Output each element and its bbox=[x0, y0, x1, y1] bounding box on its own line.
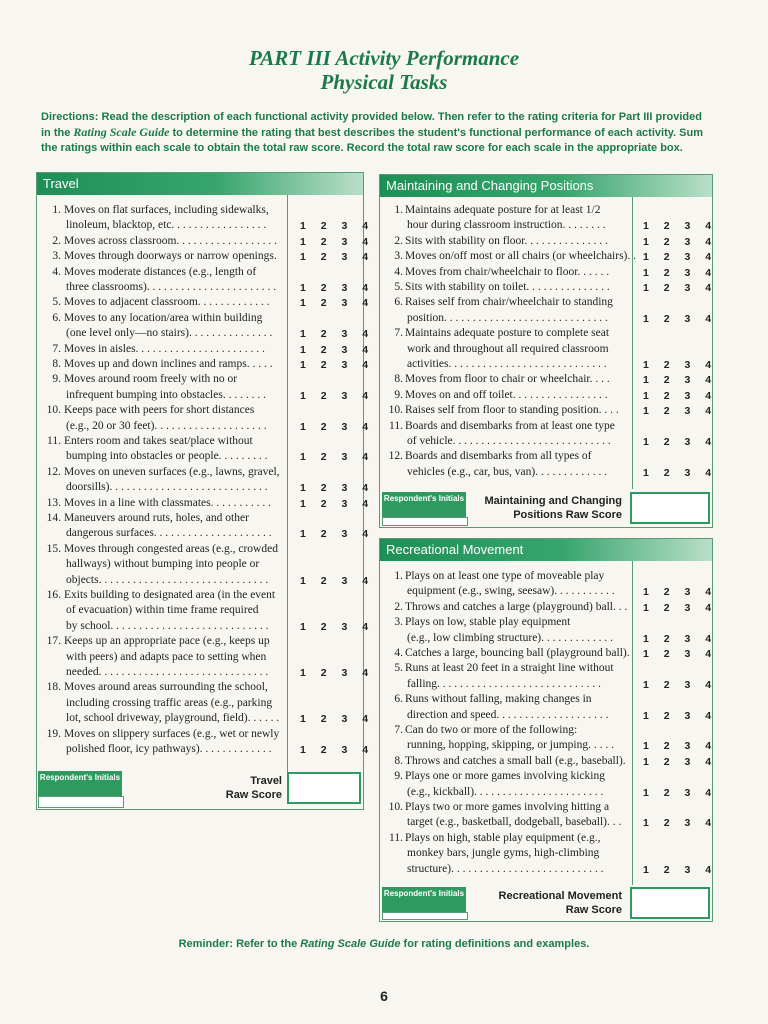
item-number: 6. bbox=[394, 296, 403, 309]
item-text: Runs at least 20 feet in a straight line without bbox=[405, 662, 614, 675]
item-number: 3. bbox=[394, 250, 403, 263]
rating-options[interactable]: 1 2 3 4 bbox=[643, 374, 718, 387]
item-number: 9. bbox=[52, 373, 61, 386]
rating-options[interactable]: 1 2 3 4 bbox=[300, 328, 375, 341]
item-number: 16. bbox=[46, 589, 61, 601]
item-text: polished floor, icy pathways). . . . . . . . . . . . . bbox=[66, 742, 272, 755]
item-text: (e.g., kickball). . . . . . . . . . . . . . . . . . . . . . . bbox=[407, 785, 604, 798]
travel-score-label bbox=[130, 774, 282, 802]
item-number: 7. bbox=[394, 327, 403, 340]
item-number: 13. bbox=[46, 496, 61, 509]
item-number: 8. bbox=[394, 754, 403, 767]
item-number: 14. bbox=[46, 512, 61, 524]
item-text: Moves on and off toilet. . . . . . . . . . . . . . . . . bbox=[405, 388, 608, 401]
rating-options[interactable]: 1 2 3 4 bbox=[643, 251, 718, 264]
item-text: (e.g., low climbing structure). . . . . . . . . . . . . bbox=[407, 631, 614, 644]
item-text: Moves through congested areas (e.g., crowded bbox=[64, 542, 278, 555]
rating-options[interactable]: 1 2 3 4 bbox=[300, 281, 375, 294]
item-number: 15. bbox=[46, 542, 61, 555]
travel-score-label-2: Raw Score bbox=[225, 789, 282, 801]
item-number: 8. bbox=[52, 358, 61, 370]
rating-options[interactable]: 1 2 3 4 bbox=[643, 358, 718, 371]
item-text: needed. . . . . . . . . . . . . . . . . . . . . . . . . . . . . . bbox=[66, 665, 269, 678]
item-text: Plays one or more games involving kicking bbox=[405, 770, 605, 783]
travel-raw-score-box[interactable] bbox=[287, 772, 361, 804]
maintaining-heading: Maintaining and Changing Positions bbox=[380, 175, 712, 197]
rating-options[interactable]: 1 2 3 4 bbox=[643, 405, 718, 418]
rating-options[interactable]: 1 2 3 4 bbox=[300, 220, 375, 233]
maintaining-rating-column-divider bbox=[632, 197, 633, 489]
item-text: (e.g., 20 or 30 feet). . . . . . . . . . . . . . . . . . . . bbox=[66, 419, 267, 432]
item-text: objects. . . . . . . . . . . . . . . . . . . . . . . . . . . . . . bbox=[66, 573, 269, 586]
item-text: Runs without falling, making changes in bbox=[405, 693, 592, 706]
rating-options[interactable]: 1 2 3 4 bbox=[300, 343, 375, 356]
item-text: Exits building to designated area (in the event bbox=[64, 589, 276, 601]
page-number: 6 bbox=[380, 988, 388, 1004]
rating-options[interactable]: 1 2 3 4 bbox=[300, 389, 375, 402]
recreational-respondent-initials-label: Respondent's Initials bbox=[382, 887, 466, 913]
item-text: Moves in a line with classmates. . . . . . . . . . . bbox=[64, 496, 271, 509]
item-number: 11. bbox=[389, 419, 403, 432]
item-text: Keeps up an appropriate pace (e.g., keeps up bbox=[64, 635, 270, 648]
item-text: activities. . . . . . . . . . . . . . . . . . . . . . . . . . . . bbox=[407, 357, 607, 370]
maintaining-respondent-initials-field[interactable] bbox=[382, 517, 468, 526]
item-number: 1. bbox=[52, 204, 61, 216]
maintaining-raw-score-box[interactable] bbox=[630, 492, 710, 524]
item-number: 4. bbox=[52, 265, 61, 278]
item-text: target (e.g., basketball, dodgeball, baseball). . . bbox=[407, 816, 622, 829]
item-text: Raises self from chair/wheelchair to standing bbox=[405, 296, 613, 309]
item-number: 12. bbox=[46, 465, 61, 478]
item-number: 2. bbox=[52, 234, 61, 247]
item-number: 7. bbox=[394, 724, 403, 736]
item-text: monkey bars, jungle gyms, high-climbing bbox=[407, 847, 600, 860]
item-number: 10. bbox=[388, 404, 403, 417]
directions-part-2: to determine the rating that best describes the student's functional performance of each activity. Sum the ratings within each scale to obtain the total raw score. Record the total raw score for each scale in the appropriate box. bbox=[41, 127, 703, 154]
rating-options[interactable]: 1 2 3 4 bbox=[300, 235, 375, 248]
item-text: hallways) without bumping into people or bbox=[66, 558, 260, 571]
rating-options[interactable]: 1 2 3 4 bbox=[643, 755, 718, 768]
rating-options[interactable]: 1 2 3 4 bbox=[300, 297, 375, 310]
item-text: vehicles (e.g., car, bus, van). . . . . . . . . . . . . bbox=[407, 465, 608, 478]
directions-guide-title: Rating Scale Guide bbox=[73, 125, 170, 139]
reminder bbox=[0, 938, 768, 950]
rating-options[interactable]: 1 2 3 4 bbox=[300, 451, 375, 464]
item-text: Moves on flat surfaces, including sidewalks, bbox=[64, 204, 269, 216]
item-number: 3. bbox=[394, 616, 403, 629]
title-line-1: PART III Activity Performance bbox=[248, 46, 520, 70]
rating-options[interactable]: 1 2 3 4 bbox=[643, 740, 718, 753]
travel-rating-column-divider bbox=[287, 195, 288, 773]
item-text: running, hopping, skipping, or jumping. . . . . bbox=[407, 739, 614, 752]
item-text: linoleum, blacktop, etc. . . . . . . . . . . . . . . . . bbox=[66, 219, 267, 232]
item-text: bumping into obstacles or people. . . . . . . . . bbox=[66, 450, 268, 463]
item-text: including crossing traffic areas (e.g., parking bbox=[66, 696, 273, 709]
item-number: 2. bbox=[394, 234, 403, 247]
rating-options[interactable]: 1 2 3 4 bbox=[643, 786, 718, 799]
item-text: Moves to any location/area within building bbox=[64, 311, 263, 324]
item-text: position. . . . . . . . . . . . . . . . . . . . . . . . . . . . . bbox=[407, 311, 608, 324]
item-number: 11. bbox=[389, 831, 403, 844]
rating-options[interactable]: 1 2 3 4 bbox=[643, 435, 718, 448]
item-number: 6. bbox=[394, 693, 403, 706]
item-text: Plays on low, stable play equipment bbox=[405, 616, 571, 629]
item-text: Moves up and down inclines and ramps. . . . . bbox=[64, 358, 273, 370]
recreational-rating-column-divider bbox=[632, 561, 633, 885]
item-text: Raises self from floor to standing position. . . . bbox=[405, 404, 619, 417]
item-number: 2. bbox=[394, 600, 403, 613]
item-text: three classrooms). . . . . . . . . . . . . . . . . . . . . . . bbox=[66, 280, 277, 293]
item-text: direction and speed. . . . . . . . . . . . . . . . . . . . bbox=[407, 708, 609, 721]
recreational-raw-score-box[interactable] bbox=[630, 887, 710, 919]
title-line-2: Physical Tasks bbox=[320, 70, 448, 94]
item-text: hour during classroom instruction. . . . . . . . bbox=[407, 219, 606, 232]
recreational-heading: Recreational Movement bbox=[380, 539, 712, 561]
item-text: Moves from chair/wheelchair to floor. . . . . . bbox=[405, 265, 610, 278]
item-text: Plays two or more games involving hitting a bbox=[405, 801, 610, 813]
item-text: with peers) and adapts pace to setting when bbox=[66, 650, 267, 663]
item-text: structure). . . . . . . . . . . . . . . . . . . . . . . . . . . bbox=[407, 862, 604, 875]
reminder-guide-title: Rating Scale Guide bbox=[300, 938, 401, 950]
item-text: Moves to adjacent classroom. . . . . . . . . . . . . bbox=[64, 296, 270, 309]
item-text: of vehicle. . . . . . . . . . . . . . . . . . . . . . . . . . . . bbox=[407, 434, 611, 447]
recreational-respondent-initials-field[interactable] bbox=[382, 912, 468, 920]
travel-respondent-initials-field[interactable] bbox=[38, 796, 124, 808]
item-text: Maintains adequate posture to complete seat bbox=[405, 327, 610, 340]
maintaining-score-label bbox=[470, 494, 622, 522]
reminder-part-1: Reminder: Refer to the bbox=[178, 938, 301, 950]
item-text: infrequent bumping into obstacles. . . . . . . . bbox=[66, 388, 266, 401]
item-text: lot, school driveway, playground, field). . . . . . bbox=[66, 712, 280, 725]
item-text: of evacuation) within time frame required bbox=[66, 604, 259, 617]
item-number: 9. bbox=[394, 388, 403, 401]
item-number: 4. bbox=[394, 647, 403, 659]
rating-options[interactable]: 1 2 3 4 bbox=[643, 601, 718, 614]
item-text: equipment (e.g., swing, seesaw). . . . . . . . . . . bbox=[407, 585, 615, 598]
item-number: 19. bbox=[46, 727, 61, 740]
rating-options[interactable]: 1 2 3 4 bbox=[643, 266, 718, 279]
travel-score-label-1: Travel bbox=[250, 775, 282, 787]
rating-options[interactable]: 1 2 3 4 bbox=[300, 482, 375, 495]
item-number: 1. bbox=[394, 204, 403, 216]
item-text: Moves across classroom. . . . . . . . . . . . . . . . . . bbox=[64, 234, 278, 247]
item-text: by school. . . . . . . . . . . . . . . . . . . . . . . . . . . . bbox=[66, 619, 269, 632]
item-number: 12. bbox=[388, 450, 403, 463]
item-text: doorsills). . . . . . . . . . . . . . . . . . . . . . . . . . . . bbox=[66, 481, 268, 494]
item-number: 3. bbox=[52, 250, 61, 263]
item-text: Moves around areas surrounding the school, bbox=[64, 681, 268, 694]
rating-options[interactable]: 1 2 3 4 bbox=[300, 620, 375, 633]
item-text: Plays on at least one type of moveable play bbox=[405, 570, 605, 582]
item-text: Can do two or more of the following: bbox=[405, 724, 578, 736]
rating-options[interactable]: 1 2 3 4 bbox=[643, 632, 718, 645]
item-text: Moves around room freely with no or bbox=[64, 373, 238, 386]
item-text: work and throughout all required classroom bbox=[407, 342, 609, 355]
item-text: Throws and catches a large (playground) ball. . . bbox=[405, 600, 628, 613]
item-number: 5. bbox=[394, 662, 403, 675]
item-number: 8. bbox=[394, 373, 403, 386]
item-text: Sits with stability on floor. . . . . . . . . . . . . . . bbox=[405, 234, 608, 247]
item-text: Moves on slippery surfaces (e.g., wet or newly bbox=[64, 727, 280, 740]
rating-options[interactable]: 1 2 3 4 bbox=[643, 709, 718, 722]
rating-options[interactable]: 1 2 3 4 bbox=[300, 713, 375, 726]
item-text: dangerous surfaces. . . . . . . . . . . . . . . . . . . . . bbox=[66, 527, 272, 540]
item-text: Boards and disembarks from all types of bbox=[405, 450, 592, 463]
item-number: 10. bbox=[388, 801, 403, 813]
travel-heading: Travel bbox=[37, 173, 363, 195]
item-text: Moves on/off most or all chairs (or wheelchairs). . bbox=[405, 250, 637, 263]
item-text: Sits with stability on toilet. . . . . . . . . . . . . . . bbox=[405, 281, 610, 293]
rating-options[interactable]: 1 2 3 4 bbox=[300, 666, 375, 679]
rating-options[interactable]: 1 2 3 4 bbox=[300, 497, 375, 510]
recreational-score-label bbox=[470, 889, 622, 917]
item-text: Moves in aisles. . . . . . . . . . . . . . . . . . . . . . . bbox=[64, 342, 265, 355]
item-text: Moves from floor to chair or wheelchair. . . . bbox=[405, 373, 610, 386]
rating-options[interactable]: 1 2 3 4 bbox=[300, 359, 375, 371]
item-text: Moves moderate distances (e.g., length of bbox=[64, 265, 257, 278]
rating-options[interactable]: 1 2 3 4 bbox=[643, 863, 718, 876]
item-text: Moves through doorways or narrow openings. bbox=[64, 250, 277, 263]
rating-options[interactable]: 1 2 3 4 bbox=[643, 282, 718, 294]
recreational-score-label-2: Raw Score bbox=[565, 904, 622, 916]
rating-options[interactable]: 1 2 3 4 bbox=[300, 420, 375, 433]
item-number: 11. bbox=[47, 435, 61, 447]
recreational-score-label-1: Recreational Movement bbox=[498, 890, 622, 902]
rating-options[interactable]: 1 2 3 4 bbox=[643, 220, 718, 233]
maintaining-score-label-1: Maintaining and Changing bbox=[484, 495, 622, 507]
item-text: Moves on uneven surfaces (e.g., lawns, gravel, bbox=[64, 465, 280, 478]
item-text: Keeps pace with peers for short distances bbox=[64, 404, 255, 417]
item-number: 4. bbox=[394, 265, 403, 278]
rating-options[interactable]: 1 2 3 4 bbox=[643, 648, 718, 660]
item-number: 5. bbox=[52, 296, 61, 309]
rating-options[interactable]: 1 2 3 4 bbox=[643, 817, 718, 830]
reminder-part-2: for rating definitions and examples. bbox=[400, 938, 590, 950]
item-number: 5. bbox=[394, 281, 403, 293]
rating-options[interactable]: 1 2 3 4 bbox=[643, 678, 718, 691]
item-text: Boards and disembarks from at least one type bbox=[405, 419, 615, 432]
directions bbox=[41, 110, 713, 156]
item-text: (one level only—no stairs). . . . . . . . . . . . . . . bbox=[66, 327, 273, 340]
item-number: 9. bbox=[394, 770, 403, 783]
item-number: 1. bbox=[394, 570, 403, 582]
rating-options[interactable]: 1 2 3 4 bbox=[643, 312, 718, 325]
rating-options[interactable]: 1 2 3 4 bbox=[300, 251, 375, 264]
maintaining-score-label-2: Positions Raw Score bbox=[513, 509, 622, 521]
rating-options[interactable]: 1 2 3 4 bbox=[300, 528, 375, 541]
item-text: falling. . . . . . . . . . . . . . . . . . . . . . . . . . . . . bbox=[407, 677, 601, 690]
item-text: Throws and catches a small ball (e.g., baseball). bbox=[405, 754, 626, 767]
item-number: 7. bbox=[52, 342, 61, 355]
travel-respondent-initials-label: Respondent's Initials bbox=[38, 771, 122, 797]
rating-options[interactable]: 1 2 3 4 bbox=[643, 235, 718, 248]
item-text: Catches a large, bouncing ball (playground ball). bbox=[405, 647, 630, 659]
item-number: 18. bbox=[46, 681, 61, 694]
item-number: 10. bbox=[46, 404, 61, 417]
maintaining-respondent-initials-label: Respondent's Initials bbox=[382, 492, 466, 518]
rating-options[interactable]: 1 2 3 4 bbox=[643, 586, 718, 599]
item-text: Maintains adequate posture for at least 1/2 bbox=[405, 204, 601, 216]
item-number: 17. bbox=[46, 635, 61, 648]
rating-options[interactable]: 1 2 3 4 bbox=[643, 389, 718, 402]
directions-part-1: Directions: Read the description of each functional activity provided below. Then refer to the rating criteria for Part III provided in the bbox=[41, 111, 702, 139]
item-text: Plays on high, stable play equipment (e.g., bbox=[405, 831, 601, 844]
item-text: Maneuvers around ruts, holes, and other bbox=[64, 512, 249, 524]
rating-options[interactable]: 1 2 3 4 bbox=[300, 574, 375, 587]
rating-options[interactable]: 1 2 3 4 bbox=[643, 466, 718, 479]
item-number: 6. bbox=[52, 311, 61, 324]
rating-options[interactable]: 1 2 3 4 bbox=[300, 743, 375, 756]
item-text: Enters room and takes seat/place without bbox=[64, 435, 253, 447]
